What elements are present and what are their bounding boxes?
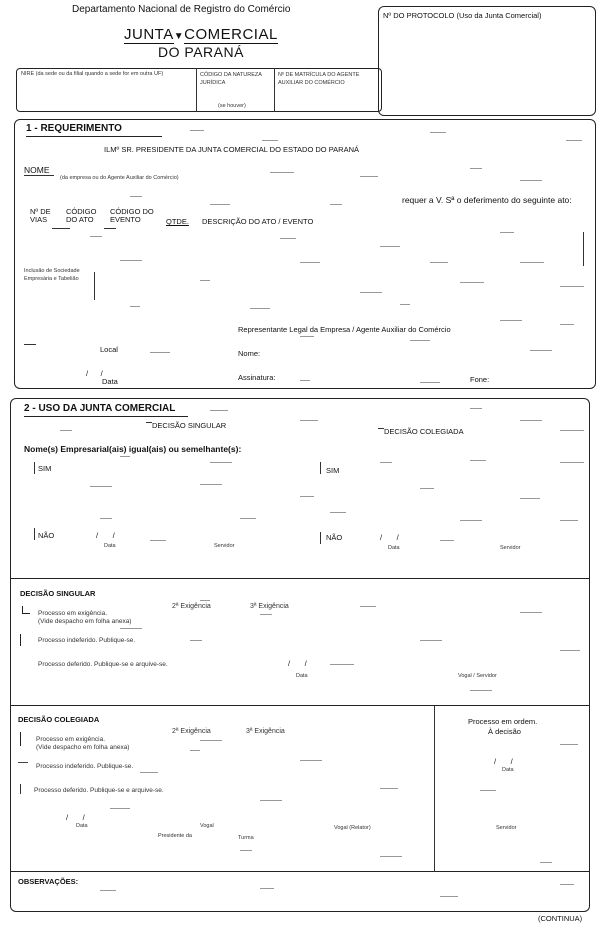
scan-mark	[410, 340, 430, 341]
scan-mark	[150, 540, 166, 541]
scan-mark	[90, 236, 102, 237]
scan-mark	[100, 890, 116, 891]
scan-mark	[130, 306, 140, 307]
scan-mark	[300, 380, 310, 381]
sim-right-checkbox[interactable]	[318, 462, 328, 474]
scan-mark	[460, 520, 482, 521]
scan-mark	[380, 788, 398, 789]
colegiada-vogal-relator-label: Vogal (Relator)	[334, 825, 371, 831]
data-input[interactable]	[80, 366, 130, 378]
scan-mark	[120, 628, 142, 629]
scan-mark	[210, 410, 228, 411]
colegiada-proc-def: Processo deferido. Publique-se e arquive-se.	[34, 787, 164, 794]
nao-right: NÃO	[326, 533, 343, 542]
singular-def-checkbox[interactable]	[24, 658, 36, 670]
scan-mark	[300, 760, 322, 761]
protocol-box[interactable]	[378, 6, 596, 116]
decisao-singular-label: DECISÃO SINGULAR	[152, 421, 227, 430]
data-left-label: Data	[104, 543, 116, 549]
scan-mark	[560, 286, 584, 287]
nomes-iguais-label: Nome(s) Empresarial(ais) igual(ais) ou semelhante(s):	[24, 444, 242, 454]
scan-mark	[100, 518, 112, 519]
scan-mark	[460, 282, 484, 283]
scan-mark	[560, 520, 578, 521]
scan-mark	[420, 640, 442, 641]
scan-mark	[560, 430, 584, 431]
scan-mark	[360, 176, 378, 177]
logo: JUNTA▼COMERCIAL	[124, 26, 278, 43]
codigo-natureza-input[interactable]	[200, 90, 270, 106]
col-vias: Nº DE VIAS	[30, 207, 51, 225]
scan-mark	[566, 140, 582, 141]
local-label: Local	[100, 345, 118, 354]
colegiada-proc-exig-sub: (Vide despacho em folha anexa)	[36, 744, 130, 751]
scan-mark	[60, 430, 72, 431]
ordem-line2: À decisão	[488, 727, 521, 736]
scan-mark	[520, 262, 544, 263]
singular-proc-exig-sub: (Vide despacho em folha anexa)	[38, 618, 132, 625]
scan-mark	[330, 512, 346, 513]
scan-mark	[530, 350, 552, 351]
fone-input[interactable]	[494, 370, 564, 382]
date-slashes: / /	[86, 369, 103, 378]
colegiada-presidente-input[interactable]	[150, 822, 270, 834]
assinatura-input[interactable]	[284, 368, 454, 380]
scan-mark	[560, 884, 574, 885]
nao-left: NÃO	[38, 531, 55, 540]
scan-mark	[330, 204, 342, 205]
colegiada-relator-input[interactable]	[320, 814, 400, 826]
ordem-servidor-label: Servidor	[496, 825, 517, 831]
servidor-left-input[interactable]	[180, 532, 260, 544]
scan-mark	[380, 856, 402, 857]
servidor-right-label: Servidor	[500, 545, 521, 551]
scan-mark	[560, 324, 574, 325]
scan-mark	[200, 740, 222, 741]
scan-mark	[440, 896, 458, 897]
col-descricao: DESCRIÇÃO DO ATO / EVENTO	[202, 217, 314, 226]
scan-mark	[200, 280, 210, 281]
scan-mark	[190, 640, 202, 641]
scan-mark	[420, 488, 434, 489]
assinatura-label: Assinatura:	[238, 373, 276, 382]
colegiada-proc-exig: Processo em exigência.	[36, 736, 106, 743]
scan-mark	[260, 614, 272, 615]
col-qtde: QTDE.	[166, 217, 189, 226]
singular-vogal-label: Vogal / Servidor	[458, 673, 497, 679]
representante-label: Representante Legal da Empresa / Agente Auxiliar do Comércio	[238, 325, 451, 334]
scan-mark	[500, 320, 522, 321]
ordem-data-input[interactable]	[488, 754, 558, 768]
scan-mark	[240, 518, 256, 519]
scan-mark	[240, 850, 252, 851]
protocol-label: Nº DO PROTOCOLO (Uso da Junta Comercial)	[383, 11, 542, 20]
scan-mark	[470, 460, 486, 461]
scan-mark	[300, 496, 314, 497]
requer-text: requer a V. Sª o deferimento do seguinte ato:	[402, 195, 572, 205]
scan-mark	[130, 196, 142, 197]
nao-left-checkbox[interactable]	[34, 528, 44, 540]
scan-mark	[250, 308, 270, 309]
requerimento-title: 1 - REQUERIMENTO	[26, 123, 122, 134]
scan-mark	[380, 246, 400, 247]
observacoes-input[interactable]	[90, 876, 580, 908]
singular-exig3: 3ª Exigência	[250, 603, 289, 610]
colegiada-data-label: Data	[76, 823, 88, 829]
nome-sub: (da empresa ou do Agente Auxiliar do Comércio)	[60, 175, 179, 181]
scan-mark	[200, 600, 210, 601]
colegiada-indef-checkbox[interactable]	[18, 758, 30, 770]
scan-mark	[560, 462, 584, 463]
col-codigo-evento: CÓDIGO DO EVENTO	[110, 207, 154, 225]
scan-mark	[120, 456, 130, 457]
colegiada-exig3: 3ª Exigência	[246, 728, 285, 735]
scan-mark	[210, 462, 232, 463]
scan-mark	[520, 420, 542, 421]
matricula-sub: (se houver)	[218, 103, 246, 109]
scan-mark	[380, 462, 392, 463]
logo-comercial: COMERCIAL	[184, 26, 278, 43]
matricula-input[interactable]	[278, 90, 378, 104]
scan-mark	[300, 336, 314, 337]
col-codigo-ato: CÓDIGO DO ATO	[66, 207, 97, 225]
colegiada-turma-label: Turma	[238, 835, 254, 841]
scan-mark	[300, 262, 320, 263]
scan-mark	[430, 132, 446, 133]
ordem-data-label: Data	[502, 767, 514, 773]
colegiada-vogal-label: Vogal	[200, 823, 214, 829]
scan-mark	[110, 808, 130, 809]
scan-mark	[300, 420, 318, 421]
colegiada-title: DECISÃO COLEGIADA	[18, 715, 100, 724]
scan-mark	[470, 168, 482, 169]
fone-label: Fone:	[470, 375, 490, 384]
sim-right: SIM	[326, 466, 340, 475]
colegiada-def-checkbox[interactable]	[18, 784, 30, 796]
scan-mark	[560, 650, 580, 651]
ato-evento-table-input[interactable]	[28, 232, 578, 266]
scan-mark	[500, 232, 514, 233]
data-label: Data	[102, 377, 118, 386]
singular-exig-checkbox[interactable]	[22, 606, 30, 614]
servidor-left-label: Servidor	[214, 543, 235, 549]
colegiada-proc-indef: Processo indeferido. Publique-se.	[36, 763, 134, 770]
scan-mark	[190, 750, 200, 751]
sim-left: SIM	[38, 464, 52, 473]
scan-mark	[560, 744, 578, 745]
scan-mark	[140, 772, 158, 773]
scan-mark	[520, 180, 542, 181]
nome2-label: Nome:	[238, 349, 261, 358]
logo-junta: JUNTA	[124, 26, 174, 43]
nome-input[interactable]	[60, 163, 580, 175]
colegiada-exig2: 2ª Exigência	[172, 728, 211, 735]
scan-mark	[360, 606, 376, 607]
scan-mark	[260, 888, 274, 889]
scan-mark	[190, 130, 204, 131]
scan-mark	[150, 352, 170, 353]
singular-title: DECISÃO SINGULAR	[20, 589, 96, 598]
scan-mark	[520, 612, 542, 613]
logo-parana: DO PARANÁ	[158, 44, 244, 60]
scan-mark	[200, 484, 222, 485]
scan-mark	[280, 238, 296, 239]
scan-mark	[480, 790, 496, 791]
scan-mark	[400, 304, 410, 305]
data-right-label: Data	[388, 545, 400, 551]
singular-vogal-input[interactable]	[440, 660, 550, 672]
side-note: Inclusão de Sociedade Empresária e Tabelião	[24, 268, 80, 282]
scan-mark	[470, 690, 492, 691]
colegiada-exig-checkbox[interactable]	[20, 732, 29, 746]
scan-mark	[120, 260, 142, 261]
observacoes-title: OBSERVAÇÕES:	[18, 877, 79, 886]
codigo-natureza-label: CÓDIGO DA NATUREZA JURÍDICA	[200, 72, 262, 86]
scan-mark	[440, 540, 454, 541]
local-input[interactable]	[40, 336, 130, 348]
scan-mark	[430, 262, 448, 263]
scan-mark	[270, 172, 294, 173]
singular-proc-indef: Processo indeferido. Publique-se.	[38, 637, 136, 644]
singular-data-label: Data	[296, 673, 308, 679]
nao-right-checkbox[interactable]	[318, 530, 328, 542]
ordem-line1: Processo em ordem.	[468, 717, 538, 726]
scan-mark	[470, 408, 482, 409]
uso-junta-title: 2 - USO DA JUNTA COMERCIAL	[24, 403, 176, 414]
continua-label: (CONTINUA)	[538, 914, 583, 923]
scan-mark	[540, 862, 552, 863]
nire-input[interactable]	[22, 86, 192, 106]
scan-mark	[90, 486, 112, 487]
singular-indef-checkbox[interactable]	[20, 634, 29, 646]
matricula-label: Nº DE MATRÍCULA DO AGENTE AUXILIAR DO COMÉRCIO	[278, 72, 360, 86]
scan-mark	[330, 664, 354, 665]
scan-mark	[360, 292, 382, 293]
colegiada-presidente-label: Presidente da	[158, 833, 192, 839]
scan-mark	[520, 498, 540, 499]
scan-mark	[210, 204, 230, 205]
singular-proc-def: Processo deferido. Publique-se e arquive-se.	[38, 661, 168, 668]
decisao-colegiada-label: DECISÃO COLEGIADA	[384, 427, 464, 436]
scan-mark	[420, 382, 440, 383]
nome-label: NOME	[24, 165, 50, 175]
nire-label: NIRE (da sede ou da filial quando a sede for em outra UF)	[21, 71, 164, 77]
servidor-right-input[interactable]	[470, 534, 560, 546]
singular-proc-exig: Processo em exigência.	[38, 610, 108, 617]
singular-exig2: 2ª Exigência	[172, 603, 211, 610]
scan-mark	[260, 800, 282, 801]
department-title: Departamento Nacional de Registro do Comércio	[72, 4, 291, 15]
scan-mark	[262, 140, 278, 141]
sim-left-checkbox[interactable]	[34, 462, 44, 474]
ilmo-text: ILMº SR. PRESIDENTE DA JUNTA COMERCIAL DO ESTADO DO PARANÁ	[104, 145, 360, 154]
ordem-servidor-input[interactable]	[470, 812, 560, 824]
